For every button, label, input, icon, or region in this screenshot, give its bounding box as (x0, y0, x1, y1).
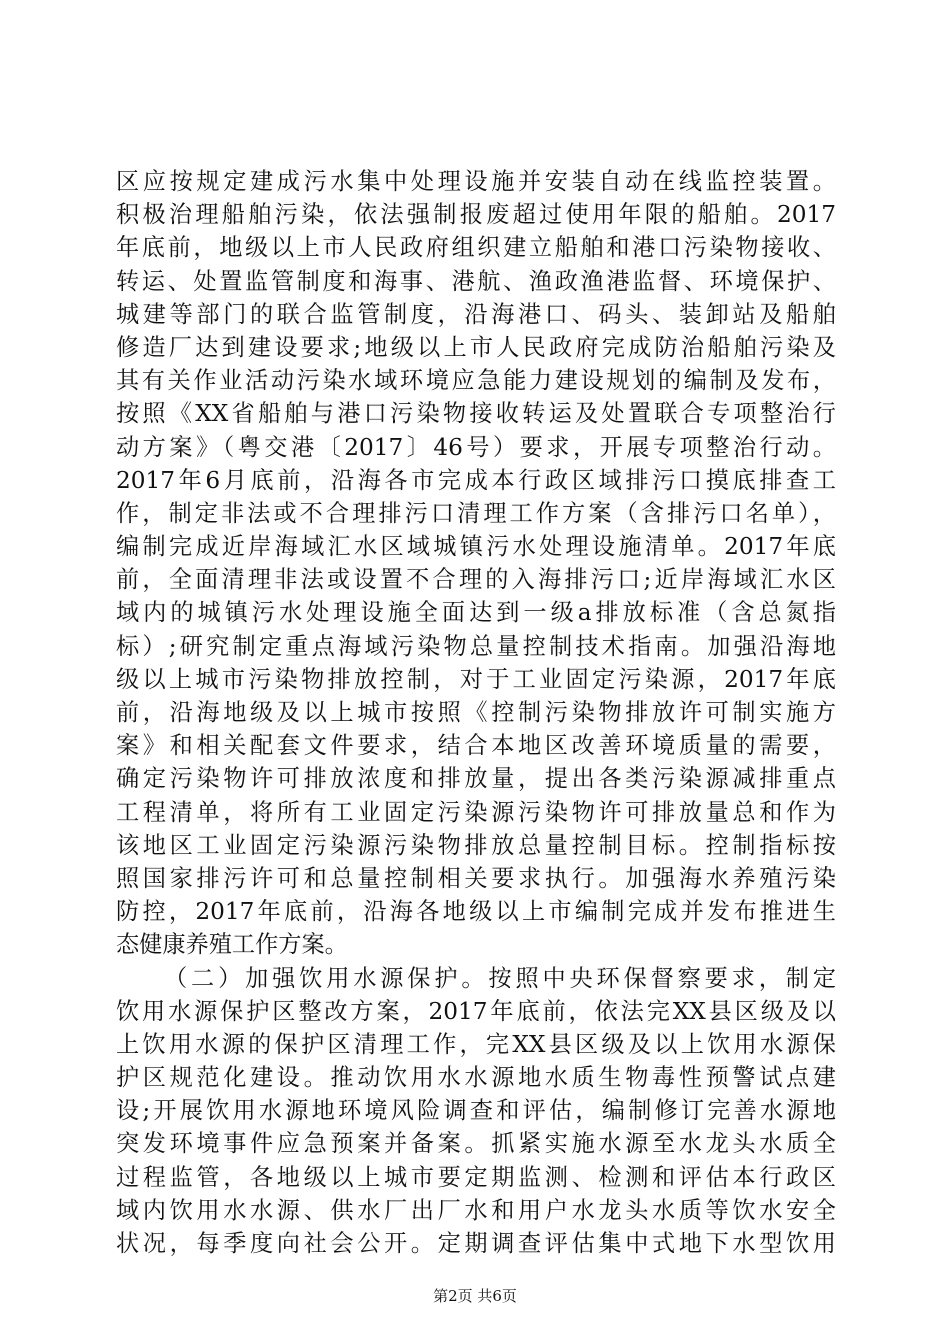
text-line: 转运、处置监管制度和海事、港航、渔政渔港监督、环境保护、 (116, 267, 836, 295)
text-line: 域内饮用水水源、供水厂出厂水和用户水龙头水质等饮水安全 (116, 1196, 836, 1224)
text-line: 设;开展饮用水源地环境风险调查和评估，编制修订完善水源地 (116, 1097, 836, 1125)
text-line: 确定污染物许可排放浓度和排放量，提出各类污染源减排重点 (116, 765, 836, 793)
text-line: 动方案》（粤交港〔2017〕46号）要求，开展专项整治行动。 (116, 433, 836, 461)
text-line: 工程清单，将所有工业固定污染源污染物许可排放量总和作为 (116, 798, 836, 826)
document-body (116, 165, 836, 1260)
text-line: 城建等部门的联合监管制度，沿海港口、码头、装卸站及船舶 (116, 300, 836, 328)
text-line: 前，全面清理非法或设置不合理的入海排污口;近岸海域汇水区 (116, 566, 836, 594)
text-line: 饮用水源保护区整改方案，2017年底前，依法完XX县区级及以 (116, 997, 836, 1025)
text-line: 域内的城镇污水处理设施全面达到一级a排放标准（含总氮指 (116, 599, 836, 627)
page-number-footer: 第2页 共6页 (433, 1287, 517, 1305)
text-line: 防控，2017年底前，沿海各地级以上市编制完成并发布推进生 (116, 898, 836, 926)
text-line: 过程监管，各地级以上城市要定期监测、检测和评估本行政区 (116, 1163, 836, 1191)
text-line: 编制完成近岸海域汇水区域城镇污水处理设施清单。2017年底 (116, 533, 836, 561)
text-line: 该地区工业固定污染源污染物排放总量控制目标。控制指标按 (116, 831, 836, 859)
paragraph-end-line: 态健康养殖工作方案。 (116, 931, 348, 959)
text-line: 状况，每季度向社会公开。定期调查评估集中式地下水型饮用 (116, 1230, 836, 1257)
text-line: 积极治理船舶污染，依法强制报废超过使用年限的船舶。2017 (116, 201, 836, 229)
text-line: 前，沿海地级及以上城市按照《控制污染物排放许可制实施方 (116, 699, 836, 726)
text-line: 标）;研究制定重点海域污染物总量控制技术指南。加强沿海地 (116, 632, 836, 660)
section-heading-line: （二）加强饮用水源保护。按照中央环保督察要求，制定 (164, 964, 836, 992)
text-line: 其有关作业活动污染水域环境应急能力建设规划的编制及发布， (116, 367, 836, 395)
text-line: 突发环境事件应急预案并备案。抓紧实施水源至水龙头水质全 (116, 1130, 836, 1158)
text-line: 照国家排污许可和总量控制相关要求执行。加强海水养殖污染 (116, 864, 836, 892)
text-line: 作，制定非法或不合理排污口清理工作方案（含排污口名单）， (116, 499, 836, 527)
text-line: 案》和相关配套文件要求，结合本地区改善环境质量的需要， (116, 732, 836, 760)
text-line: 修造厂达到建设要求;地级以上市人民政府完成防治船舶污染及 (116, 333, 836, 361)
text-line: 年底前，地级以上市人民政府组织建立船舶和港口污染物接收、 (116, 234, 836, 262)
text-line: 上饮用水源的保护区清理工作，完XX县区级及以上饮用水源保 (116, 1030, 836, 1058)
text-line: 按照《XX省船舶与港口污染物接收转运及处置联合专项整治行 (116, 400, 836, 428)
text-line: 级以上城市污染物排放控制，对于工业固定污染源，2017年底 (116, 665, 836, 693)
text-line: 护区规范化建设。推动饮用水水源地水质生物毒性预警试点建 (116, 1064, 836, 1092)
text-line: 区应按规定建成污水集中处理设施并安装自动在线监控装置。 (116, 168, 836, 195)
text-line: 2017年6月底前，沿海各市完成本行政区域排污口摸底排查工 (116, 466, 836, 494)
